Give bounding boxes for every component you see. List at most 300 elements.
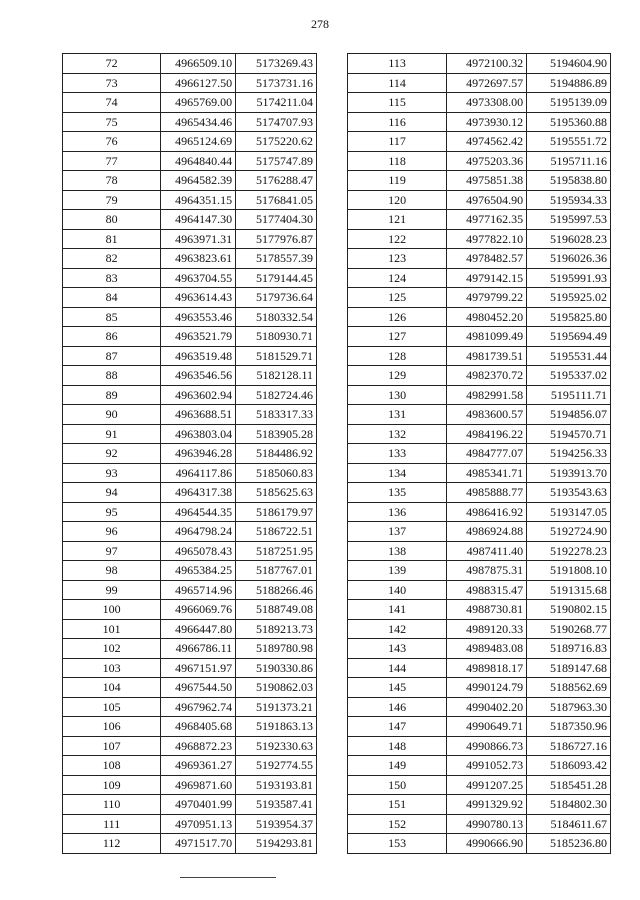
point-number-cell: 128 [348,346,447,366]
table-row [348,483,611,503]
point-number-cell: 80 [63,210,161,230]
table-row [63,814,317,834]
y-coordinate-cell: 5194886.89 [527,73,611,93]
x-coordinate-cell: 4990666.90 [447,834,527,854]
table-row [63,327,317,347]
point-number-cell: 110 [63,795,161,815]
y-coordinate-cell: 5184802.30 [527,795,611,815]
point-number-cell: 72 [63,54,161,74]
point-number-cell: 117 [348,132,447,152]
table-row [348,151,611,171]
point-number-cell: 123 [348,249,447,269]
point-number-cell: 149 [348,756,447,776]
x-coordinate-cell: 4973308.00 [447,93,527,113]
table-row [348,697,611,717]
table-row [63,366,317,386]
y-coordinate-cell: 5194570.71 [527,424,611,444]
y-coordinate-cell: 5195139.09 [527,93,611,113]
x-coordinate-cell: 4987411.40 [447,541,527,561]
point-number-cell: 135 [348,483,447,503]
point-number-cell: 113 [348,54,447,74]
table-row [348,775,611,795]
x-coordinate-cell: 4988730.81 [447,600,527,620]
y-coordinate-cell: 5188266.46 [236,580,317,600]
x-coordinate-cell: 4990866.73 [447,736,527,756]
y-coordinate-cell: 5194604.90 [527,54,611,74]
point-number-cell: 111 [63,814,161,834]
y-coordinate-cell: 5187767.01 [236,561,317,581]
point-number-cell: 101 [63,619,161,639]
x-coordinate-cell: 4984196.22 [447,424,527,444]
table-row [63,73,317,93]
coordinates-table-right [347,53,611,854]
y-coordinate-cell: 5192724.90 [527,522,611,542]
x-coordinate-cell: 4967544.50 [161,678,236,698]
table-row [348,288,611,308]
point-number-cell: 141 [348,600,447,620]
y-coordinate-cell: 5193543.63 [527,483,611,503]
point-number-cell: 88 [63,366,161,386]
table-row [63,697,317,717]
table-body-left [63,54,317,854]
y-coordinate-cell: 5195997.53 [527,210,611,230]
y-coordinate-cell: 5192774.55 [236,756,317,776]
x-coordinate-cell: 4980452.20 [447,307,527,327]
table-row [348,54,611,74]
y-coordinate-cell: 5195991.93 [527,268,611,288]
table-row [348,307,611,327]
point-number-cell: 104 [63,678,161,698]
x-coordinate-cell: 4985888.77 [447,483,527,503]
table-row [348,229,611,249]
table-row [348,541,611,561]
table-row [63,541,317,561]
point-number-cell: 73 [63,73,161,93]
point-number-cell: 131 [348,405,447,425]
x-coordinate-cell: 4966127.50 [161,73,236,93]
point-number-cell: 83 [63,268,161,288]
table-row [63,346,317,366]
x-coordinate-cell: 4970951.13 [161,814,236,834]
table-row [348,171,611,191]
y-coordinate-cell: 5180930.71 [236,327,317,347]
point-number-cell: 122 [348,229,447,249]
y-coordinate-cell: 5183905.28 [236,424,317,444]
y-coordinate-cell: 5195551.72 [527,132,611,152]
y-coordinate-cell: 5182724.46 [236,385,317,405]
y-coordinate-cell: 5193147.05 [527,502,611,522]
x-coordinate-cell: 4977162.35 [447,210,527,230]
y-coordinate-cell: 5189147.68 [527,658,611,678]
x-coordinate-cell: 4966447.80 [161,619,236,639]
x-coordinate-cell: 4964317.38 [161,483,236,503]
point-number-cell: 79 [63,190,161,210]
table-row [348,795,611,815]
point-number-cell: 103 [63,658,161,678]
table-row [348,502,611,522]
table-row [348,268,611,288]
y-coordinate-cell: 5195111.71 [527,385,611,405]
table-row [63,171,317,191]
x-coordinate-cell: 4990402.20 [447,697,527,717]
table-row [348,834,611,854]
x-coordinate-cell: 4965769.00 [161,93,236,113]
table-row [63,795,317,815]
x-coordinate-cell: 4969871.60 [161,775,236,795]
table-row [348,385,611,405]
y-coordinate-cell: 5186727.16 [527,736,611,756]
table-row [348,444,611,464]
table-row [63,93,317,113]
x-coordinate-cell: 4991052.73 [447,756,527,776]
x-coordinate-cell: 4979799.22 [447,288,527,308]
y-coordinate-cell: 5187251.95 [236,541,317,561]
table-row [63,210,317,230]
table-row [63,229,317,249]
point-number-cell: 134 [348,463,447,483]
y-coordinate-cell: 5195531.44 [527,346,611,366]
point-number-cell: 144 [348,658,447,678]
table-row [63,307,317,327]
point-number-cell: 75 [63,112,161,132]
x-coordinate-cell: 4965714.96 [161,580,236,600]
point-number-cell: 90 [63,405,161,425]
y-coordinate-cell: 5194856.07 [527,405,611,425]
point-number-cell: 116 [348,112,447,132]
x-coordinate-cell: 4975851.38 [447,171,527,191]
table-row [348,210,611,230]
table-row [348,327,611,347]
point-number-cell: 147 [348,717,447,737]
y-coordinate-cell: 5185451.28 [527,775,611,795]
table-row [63,639,317,659]
y-coordinate-cell: 5177976.87 [236,229,317,249]
x-coordinate-cell: 4964147.30 [161,210,236,230]
x-coordinate-cell: 4989483.08 [447,639,527,659]
x-coordinate-cell: 4964840.44 [161,151,236,171]
x-coordinate-cell: 4966509.10 [161,54,236,74]
x-coordinate-cell: 4965078.43 [161,541,236,561]
table-row [348,561,611,581]
y-coordinate-cell: 5193193.81 [236,775,317,795]
y-coordinate-cell: 5179144.45 [236,268,317,288]
x-coordinate-cell: 4986416.92 [447,502,527,522]
y-coordinate-cell: 5191373.21 [236,697,317,717]
page-number: 278 [311,17,329,31]
x-coordinate-cell: 4964798.24 [161,522,236,542]
point-number-cell: 130 [348,385,447,405]
point-number-cell: 99 [63,580,161,600]
x-coordinate-cell: 4963688.51 [161,405,236,425]
x-coordinate-cell: 4963546.56 [161,366,236,386]
table-row [348,736,611,756]
x-coordinate-cell: 4972697.57 [447,73,527,93]
point-number-cell: 136 [348,502,447,522]
point-number-cell: 93 [63,463,161,483]
point-number-cell: 96 [63,522,161,542]
y-coordinate-cell: 5191808.10 [527,561,611,581]
y-coordinate-cell: 5196028.23 [527,229,611,249]
x-coordinate-cell: 4967151.97 [161,658,236,678]
point-number-cell: 78 [63,171,161,191]
y-coordinate-cell: 5185060.83 [236,463,317,483]
table-row [63,756,317,776]
x-coordinate-cell: 4981739.51 [447,346,527,366]
table-row [348,619,611,639]
table-body-right [348,54,611,854]
x-coordinate-cell: 4963614.43 [161,288,236,308]
y-coordinate-cell: 5177404.30 [236,210,317,230]
point-number-cell: 148 [348,736,447,756]
point-number-cell: 119 [348,171,447,191]
point-number-cell: 151 [348,795,447,815]
table-row [63,463,317,483]
table-row [63,54,317,74]
y-coordinate-cell: 5186179.97 [236,502,317,522]
table-row [63,561,317,581]
point-number-cell: 115 [348,93,447,113]
x-coordinate-cell: 4965384.25 [161,561,236,581]
y-coordinate-cell: 5191863.13 [236,717,317,737]
y-coordinate-cell: 5186093.42 [527,756,611,776]
y-coordinate-cell: 5195337.02 [527,366,611,386]
table-row [63,385,317,405]
point-number-cell: 137 [348,522,447,542]
point-number-cell: 98 [63,561,161,581]
table-row [348,73,611,93]
coordinates-table-left [62,53,317,854]
x-coordinate-cell: 4981099.49 [447,327,527,347]
point-number-cell: 81 [63,229,161,249]
table-row [348,366,611,386]
x-coordinate-cell: 4983600.57 [447,405,527,425]
x-coordinate-cell: 4990649.71 [447,717,527,737]
x-coordinate-cell: 4965124.69 [161,132,236,152]
point-number-cell: 92 [63,444,161,464]
y-coordinate-cell: 5173269.43 [236,54,317,74]
table-row [63,502,317,522]
table-row [348,522,611,542]
x-coordinate-cell: 4963521.79 [161,327,236,347]
table-row [348,580,611,600]
point-number-cell: 106 [63,717,161,737]
table-row [348,717,611,737]
y-coordinate-cell: 5184611.67 [527,814,611,834]
point-number-cell: 91 [63,424,161,444]
point-number-cell: 145 [348,678,447,698]
point-number-cell: 132 [348,424,447,444]
point-number-cell: 143 [348,639,447,659]
table-row [63,151,317,171]
table-row [348,639,611,659]
x-coordinate-cell: 4989120.33 [447,619,527,639]
point-number-cell: 85 [63,307,161,327]
point-number-cell: 107 [63,736,161,756]
y-coordinate-cell: 5193954.37 [236,814,317,834]
y-coordinate-cell: 5190862.03 [236,678,317,698]
x-coordinate-cell: 4963519.48 [161,346,236,366]
y-coordinate-cell: 5181529.71 [236,346,317,366]
footer-rule [180,877,276,878]
y-coordinate-cell: 5184486.92 [236,444,317,464]
x-coordinate-cell: 4963971.31 [161,229,236,249]
table-row [63,288,317,308]
x-coordinate-cell: 4974562.42 [447,132,527,152]
table-row [348,756,611,776]
y-coordinate-cell: 5179736.64 [236,288,317,308]
table-row [63,678,317,698]
table-row [348,424,611,444]
table-row [348,678,611,698]
point-number-cell: 105 [63,697,161,717]
y-coordinate-cell: 5178557.39 [236,249,317,269]
table-row [348,405,611,425]
point-number-cell: 77 [63,151,161,171]
point-number-cell: 139 [348,561,447,581]
table-row [63,522,317,542]
x-coordinate-cell: 4963803.04 [161,424,236,444]
x-coordinate-cell: 4964544.35 [161,502,236,522]
y-coordinate-cell: 5182128.11 [236,366,317,386]
x-coordinate-cell: 4984777.07 [447,444,527,464]
x-coordinate-cell: 4963946.28 [161,444,236,464]
table-row [348,112,611,132]
point-number-cell: 114 [348,73,447,93]
x-coordinate-cell: 4966786.11 [161,639,236,659]
x-coordinate-cell: 4973930.12 [447,112,527,132]
y-coordinate-cell: 5187963.30 [527,697,611,717]
x-coordinate-cell: 4964351.15 [161,190,236,210]
y-coordinate-cell: 5192278.23 [527,541,611,561]
table-row [63,132,317,152]
point-number-cell: 124 [348,268,447,288]
table-row [348,346,611,366]
point-number-cell: 125 [348,288,447,308]
point-number-cell: 138 [348,541,447,561]
table-row [348,814,611,834]
point-number-cell: 102 [63,639,161,659]
table-row [348,190,611,210]
y-coordinate-cell: 5190268.77 [527,619,611,639]
point-number-cell: 153 [348,834,447,854]
point-number-cell: 87 [63,346,161,366]
point-number-cell: 89 [63,385,161,405]
point-number-cell: 86 [63,327,161,347]
point-number-cell: 84 [63,288,161,308]
point-number-cell: 121 [348,210,447,230]
table-row [63,405,317,425]
point-number-cell: 76 [63,132,161,152]
y-coordinate-cell: 5185625.63 [236,483,317,503]
y-coordinate-cell: 5174707.93 [236,112,317,132]
y-coordinate-cell: 5189213.73 [236,619,317,639]
point-number-cell: 127 [348,327,447,347]
x-coordinate-cell: 4963704.55 [161,268,236,288]
point-number-cell: 150 [348,775,447,795]
x-coordinate-cell: 4966069.76 [161,600,236,620]
y-coordinate-cell: 5176841.05 [236,190,317,210]
y-coordinate-cell: 5190330.86 [236,658,317,678]
y-coordinate-cell: 5194256.33 [527,444,611,464]
x-coordinate-cell: 4990124.79 [447,678,527,698]
x-coordinate-cell: 4975203.36 [447,151,527,171]
table-row [63,775,317,795]
y-coordinate-cell: 5195825.80 [527,307,611,327]
table-row [348,132,611,152]
x-coordinate-cell: 4978482.57 [447,249,527,269]
y-coordinate-cell: 5173731.16 [236,73,317,93]
y-coordinate-cell: 5188749.08 [236,600,317,620]
table-row [63,658,317,678]
y-coordinate-cell: 5174211.04 [236,93,317,113]
point-number-cell: 95 [63,502,161,522]
table-row [63,834,317,854]
y-coordinate-cell: 5192330.63 [236,736,317,756]
x-coordinate-cell: 4969361.27 [161,756,236,776]
table-row [63,424,317,444]
point-number-cell: 118 [348,151,447,171]
y-coordinate-cell: 5185236.80 [527,834,611,854]
y-coordinate-cell: 5195934.33 [527,190,611,210]
y-coordinate-cell: 5195925.02 [527,288,611,308]
y-coordinate-cell: 5194293.81 [236,834,317,854]
table-row [63,736,317,756]
x-coordinate-cell: 4991329.92 [447,795,527,815]
point-number-cell: 126 [348,307,447,327]
table-row [63,249,317,269]
y-coordinate-cell: 5189716.83 [527,639,611,659]
point-number-cell: 97 [63,541,161,561]
y-coordinate-cell: 5187350.96 [527,717,611,737]
point-number-cell: 142 [348,619,447,639]
x-coordinate-cell: 4982991.58 [447,385,527,405]
table-row [348,600,611,620]
y-coordinate-cell: 5176288.47 [236,171,317,191]
point-number-cell: 146 [348,697,447,717]
x-coordinate-cell: 4986924.88 [447,522,527,542]
point-number-cell: 120 [348,190,447,210]
x-coordinate-cell: 4970401.99 [161,795,236,815]
y-coordinate-cell: 5175747.89 [236,151,317,171]
point-number-cell: 133 [348,444,447,464]
x-coordinate-cell: 4963823.61 [161,249,236,269]
point-number-cell: 152 [348,814,447,834]
x-coordinate-cell: 4965434.46 [161,112,236,132]
x-coordinate-cell: 4991207.25 [447,775,527,795]
point-number-cell: 112 [63,834,161,854]
table-row [63,483,317,503]
x-coordinate-cell: 4979142.15 [447,268,527,288]
x-coordinate-cell: 4963602.94 [161,385,236,405]
y-coordinate-cell: 5195360.88 [527,112,611,132]
table-row [348,249,611,269]
x-coordinate-cell: 4964582.39 [161,171,236,191]
point-number-cell: 140 [348,580,447,600]
y-coordinate-cell: 5175220.62 [236,132,317,152]
table-row [63,717,317,737]
y-coordinate-cell: 5186722.51 [236,522,317,542]
table-row [348,463,611,483]
point-number-cell: 100 [63,600,161,620]
table-row [63,600,317,620]
x-coordinate-cell: 4976504.90 [447,190,527,210]
x-coordinate-cell: 4977822.10 [447,229,527,249]
x-coordinate-cell: 4989818.17 [447,658,527,678]
y-coordinate-cell: 5193913.70 [527,463,611,483]
y-coordinate-cell: 5190802.15 [527,600,611,620]
x-coordinate-cell: 4968872.23 [161,736,236,756]
x-coordinate-cell: 4964117.86 [161,463,236,483]
